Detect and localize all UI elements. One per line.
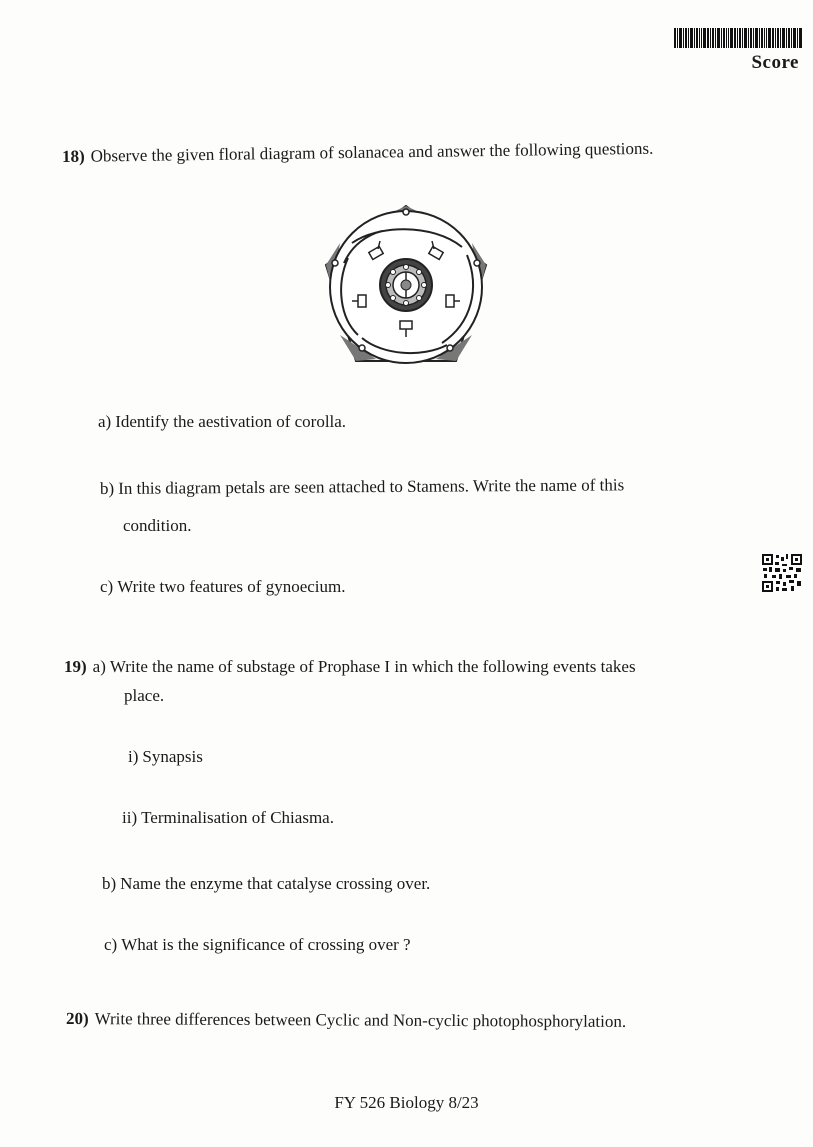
question-20: 20) Write three differences between Cyclic and Non-cyclic photophosphorylation. <box>65 1009 627 1031</box>
question-number: 19) <box>64 657 87 676</box>
question-18c: c) Write two features of gynoecium. <box>100 577 346 596</box>
question-18 <box>62 138 654 168</box>
question-18a: a) Identify the aestivation of corolla. <box>98 412 347 431</box>
question-19c: c) What is the significance of crossing over ? <box>104 935 411 954</box>
question-18b-continued: condition. <box>123 516 192 535</box>
score-label: Score <box>751 52 799 73</box>
qr-code-icon <box>762 554 802 592</box>
question-19a-ii: ii) Terminalisation of Chiasma. <box>122 808 334 827</box>
barcode-icon <box>674 28 802 48</box>
question-text: Observe the given floral diagram of solanacea and answer the following questions. <box>90 138 654 166</box>
question-19a-i: i) Synapsis <box>128 747 203 766</box>
question-18b: b) In this diagram petals are seen attached to Stamens. Write the name of this <box>99 475 625 498</box>
question-number: 20) <box>65 1009 89 1029</box>
question-19b: b) Name the enzyme that catalyse crossing over. <box>102 874 431 893</box>
question-number: 18) <box>61 146 85 166</box>
question-19a: 19) a) Write the name of substage of Prophase I in which the following events takes <box>64 657 636 676</box>
page-footer: FY 526 Biology 8/23 <box>334 1093 479 1112</box>
question-19a-continued: place. <box>124 686 165 705</box>
floral-diagram-icon <box>322 203 490 367</box>
